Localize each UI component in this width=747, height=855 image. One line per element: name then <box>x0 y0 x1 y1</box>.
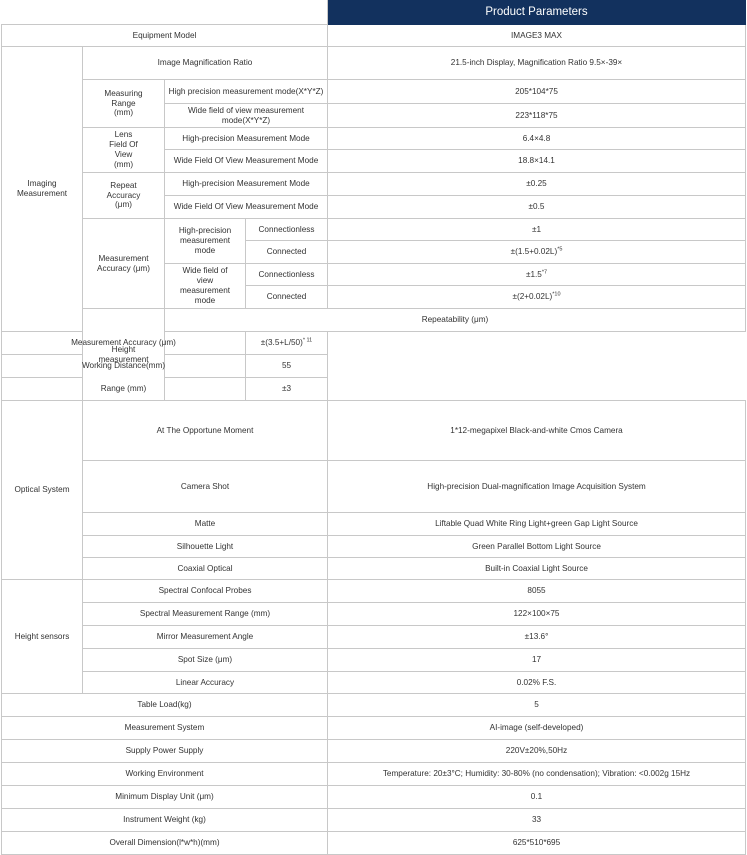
mode-label: High-precision Measurement Mode <box>165 173 328 196</box>
section-optical-system: Optical System <box>2 401 83 580</box>
row-value: 223*118*75 <box>328 104 746 128</box>
product-parameters-table <box>1 0 746 855</box>
row-value: 1*12-megapixel Black-and-white Cmos Camera <box>328 401 746 461</box>
table-row <box>2 378 746 401</box>
table-row <box>2 219 746 241</box>
row-value: ±13.6° <box>328 626 746 649</box>
table-row <box>2 672 746 694</box>
row-label: Repeatability (μm) <box>165 309 746 332</box>
mode-label: High precision measurement mode(X*Y*Z) <box>165 80 328 104</box>
table-row <box>2 558 746 580</box>
header-row <box>2 1 746 25</box>
row-value: 122×100×75 <box>328 603 746 626</box>
row-label: Camera Shot <box>83 461 328 513</box>
group-measuring-range: Measuring Range (mm) <box>83 80 165 128</box>
group-lens-fov: Lens Field Of View (mm) <box>83 128 165 173</box>
row-value: 0.02% F.S. <box>328 672 746 694</box>
table-row <box>2 25 746 47</box>
row-value: 6.4×4.8 <box>328 128 746 150</box>
section-imaging: Imaging Measurement <box>2 47 83 332</box>
row-label: Mirror Measurement Angle <box>83 626 328 649</box>
table-row <box>2 536 746 558</box>
row-value: $\pm 1.5^{*7}$ <box>328 264 746 286</box>
table-row <box>2 128 746 150</box>
mode-high-precision: High-precision measurement mode <box>165 219 246 264</box>
row-label: Working Distance(mm) <box>2 355 246 378</box>
table-title: Product Parameters <box>328 1 746 25</box>
row-label: Measurement System <box>2 717 328 740</box>
row-value: $\pm(2+0.02L)^{*10}$ <box>328 286 746 309</box>
header-blank <box>2 1 328 25</box>
row-label: Working Environment <box>2 763 328 786</box>
table-row <box>2 832 746 855</box>
table-row <box>2 694 746 717</box>
table-row <box>2 626 746 649</box>
row-value: Green Parallel Bottom Light Source <box>328 536 746 558</box>
row-value: IMAGE3 MAX <box>328 25 746 47</box>
table-row <box>2 763 746 786</box>
group-measurement-accuracy: Measurement Accuracy (μm) <box>83 219 165 309</box>
row-label: Overall Dimension(l*w*h)(mm) <box>2 832 328 855</box>
mode-label: Wide Field Of View Measurement Mode <box>165 196 328 219</box>
row-value: $\pm(3.5+L/50)^{* 11}$ <box>246 332 328 355</box>
mode-label: Wide field of view measurement mode(X*Y*Z) <box>165 104 328 128</box>
row-value: High-precision Dual-magnification Image Acquisition System <box>328 461 746 513</box>
type-label: Connected <box>246 241 328 264</box>
row-value: ±1 <box>328 219 746 241</box>
row-value: 8055 <box>328 580 746 603</box>
table-row <box>2 603 746 626</box>
row-value: $\pm(1.5+0.02L)^{*5}$ <box>328 241 746 264</box>
row-label: Linear Accuracy <box>83 672 328 694</box>
row-label: Spectral Confocal Probes <box>83 580 328 603</box>
row-value: 55 <box>246 355 328 378</box>
table-row <box>2 461 746 513</box>
row-value: 205*104*75 <box>328 80 746 104</box>
table-row <box>2 809 746 832</box>
row-value: 625*510*695 <box>328 832 746 855</box>
row-label: Matte <box>83 513 328 536</box>
table-row <box>2 401 746 461</box>
row-value: ±3 <box>246 378 328 401</box>
row-value: Liftable Quad White Ring Light+green Gap Light Source <box>328 513 746 536</box>
mode-label: Wide Field Of View Measurement Mode <box>165 150 328 173</box>
table-row <box>2 580 746 603</box>
mode-wide-field: Wide field of view measurement mode <box>165 264 246 309</box>
row-value: AI-image (self-developed) <box>328 717 746 740</box>
row-label: Image Magnification Ratio <box>83 47 328 80</box>
type-label: Connectionless <box>246 219 328 241</box>
row-value: 5 <box>328 694 746 717</box>
table-row <box>2 309 746 332</box>
row-value: 21.5-inch Display, Magnification Ratio 9.5×-39× <box>328 47 746 80</box>
table-row <box>2 740 746 763</box>
row-label: Supply Power Supply <box>2 740 328 763</box>
row-value: ±0.25 <box>328 173 746 196</box>
row-value: Temperature: 20±3°C; Humidity: 30-80% (no condensation); Vibration: <0.002g 15Hz <box>328 763 746 786</box>
row-label: Coaxial Optical <box>83 558 328 580</box>
table-row <box>2 80 746 104</box>
row-value: 18.8×14.1 <box>328 150 746 173</box>
row-label: Table Load(kg) <box>2 694 328 717</box>
row-value: ±0.5 <box>328 196 746 219</box>
type-label: Connectionless <box>246 264 328 286</box>
row-label: Measurement Accuracy (μm) <box>2 332 246 355</box>
table-row <box>2 717 746 740</box>
row-value: 0.1 <box>328 786 746 809</box>
row-value: 220V±20%,50Hz <box>328 740 746 763</box>
table-row <box>2 513 746 536</box>
row-label: Spot Size (μm) <box>83 649 328 672</box>
table-row <box>2 786 746 809</box>
row-label: Equipment Model <box>2 25 328 47</box>
mode-label: High-precision Measurement Mode <box>165 128 328 150</box>
row-value: 33 <box>328 809 746 832</box>
table-row <box>2 649 746 672</box>
row-label: At The Opportune Moment <box>83 401 328 461</box>
row-label: Spectral Measurement Range (mm) <box>83 603 328 626</box>
group-repeat-accuracy: Repeat Accuracy (μm) <box>83 173 165 219</box>
section-height-measurement: Height measurement <box>83 309 165 401</box>
row-label: Minimum Display Unit (μm) <box>2 786 328 809</box>
table-row <box>2 173 746 196</box>
row-value: Built-in Coaxial Light Source <box>328 558 746 580</box>
type-label: Connected <box>246 286 328 309</box>
row-label: Instrument Weight (kg) <box>2 809 328 832</box>
section-height-sensors: Height sensors <box>2 580 83 694</box>
row-value: 17 <box>328 649 746 672</box>
row-label: Silhouette Light <box>83 536 328 558</box>
row-label: Range (mm) <box>2 378 246 401</box>
table-row <box>2 47 746 80</box>
